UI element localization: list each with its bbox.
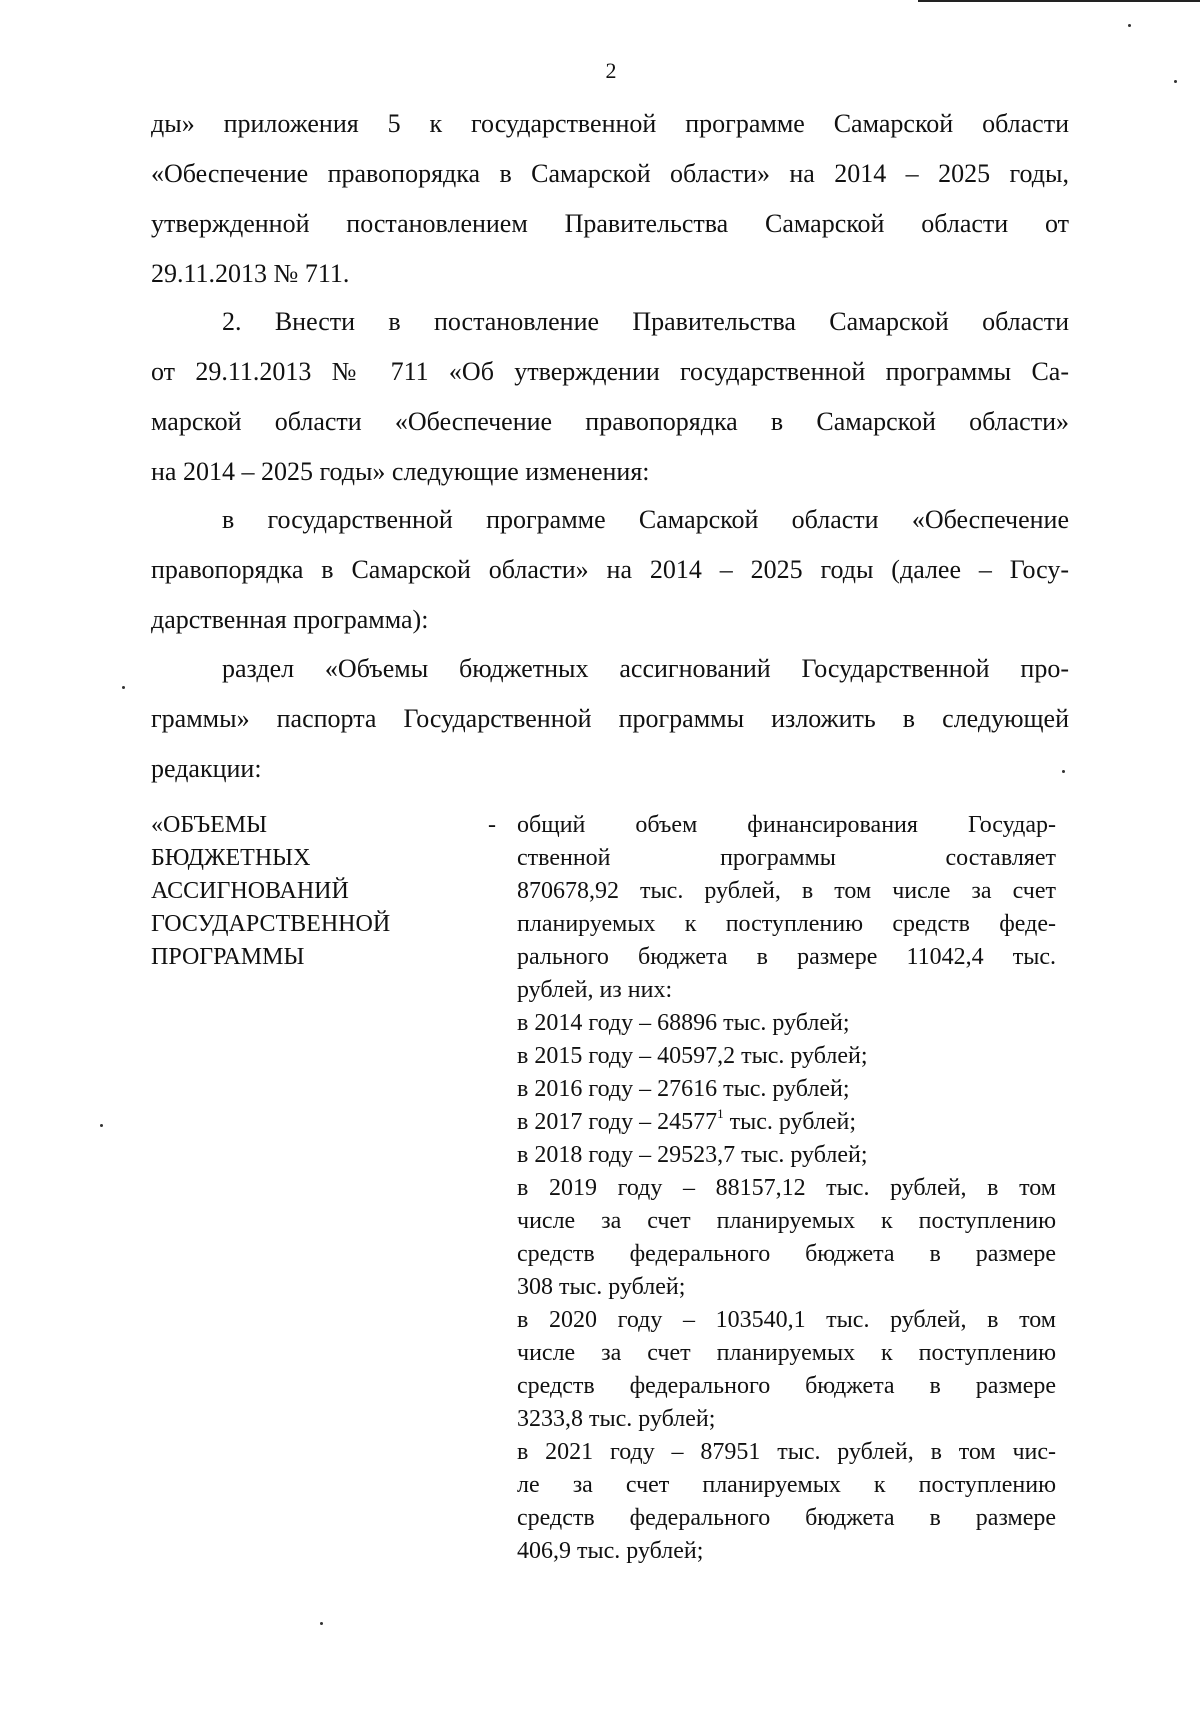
top-edge-rule (918, 0, 1200, 2)
value-line: рального бюджета в размере 11042,4 тыс. (517, 944, 1056, 970)
list-dash: - (488, 812, 496, 838)
value-line-2014: в 2014 году – 68896 тыс. рублей; (517, 1010, 850, 1036)
value-line-2021: в 2021 году – 87951 тыс. рублей, в том чис- (517, 1439, 1056, 1465)
value-line-2015: в 2015 году – 40597,2 тыс. рублей; (517, 1043, 868, 1069)
value-line-2018: в 2018 году – 29523,7 тыс. рублей; (517, 1142, 868, 1168)
text-line: граммы» паспорта Государственной программы изложить в следующей (151, 704, 1069, 733)
page-number: 2 (605, 58, 617, 83)
value-line: рублей, из них: (517, 977, 673, 1003)
paragraph-item-2 (151, 297, 1069, 497)
label-line: «ОБЪЕМЫ (151, 812, 268, 838)
value-line: средств федерального бюджета в размере (517, 1505, 1056, 1531)
text-line: раздел «Объемы бюджетных ассигнований Государственной про- (222, 654, 1069, 683)
text-line: правопорядка в Самарской области» на 2014 – 2025 годы (далее – Госу- (151, 555, 1069, 584)
value-line: ле за счет планируемых к поступлению (517, 1472, 1056, 1498)
text-line: 29.11.2013 № 711. (151, 259, 350, 288)
value-line: числе за счет планируемых к поступлению (517, 1208, 1056, 1234)
scan-speck (1128, 24, 1131, 27)
label-line: БЮДЖЕТНЫХ (151, 845, 311, 871)
label-line: ГОСУДАРСТВЕННОЙ (151, 911, 391, 937)
label-line: АССИГНОВАНИЙ (151, 878, 349, 904)
scan-speck (122, 686, 125, 689)
value-2017-text: в 2017 году – 24577 (517, 1109, 718, 1135)
label-line: ПРОГРАММЫ (151, 944, 305, 970)
paragraph-section-edit (151, 644, 1069, 794)
value-line: числе за счет планируемых к поступлению (517, 1340, 1056, 1366)
value-line: средств федерального бюджета в размере (517, 1241, 1056, 1267)
text-line: дарственная программа): (151, 605, 429, 634)
value-line-2020: в 2020 году – 103540,1 тыс. рублей, в том (517, 1307, 1056, 1333)
value-line-2019: в 2019 году – 88157,12 тыс. рублей, в том (517, 1175, 1056, 1201)
scan-speck (100, 1124, 103, 1127)
value-line: 870678,92 тыс. рублей, в том числе за счет (517, 878, 1056, 904)
value-line: 3233,8 тыс. рублей; (517, 1406, 716, 1432)
section-value (517, 809, 1056, 1568)
value-line: средств федерального бюджета в размере (517, 1373, 1056, 1399)
value-line: 406,9 тыс. рублей; (517, 1538, 704, 1564)
scan-speck (320, 1622, 323, 1625)
section-label (151, 809, 451, 974)
value-line: 308 тыс. рублей; (517, 1274, 686, 1300)
value-line: ственной программы составляет (517, 845, 1056, 871)
text-line: ды» приложения 5 к государственной программе Самарской области (151, 109, 1069, 138)
text-line: 2. Внести в постановление Правительства Самарской области (222, 307, 1069, 336)
value-2017-unit: тыс. рублей; (723, 1109, 856, 1135)
text-line: «Обеспечение правопорядка в Самарской области» на 2014 – 2025 годы, (151, 159, 1069, 188)
text-line: марской области «Обеспечение правопорядка в Самарской области» (151, 407, 1069, 436)
paragraph-amendment (151, 495, 1069, 645)
value-line: планируемых к поступлению средств феде- (517, 911, 1056, 937)
text-line: от 29.11.2013 № 711 «Об утверждении государственной программы Са- (151, 357, 1069, 386)
value-line-2017 (517, 1106, 1056, 1139)
text-line: в государственной программе Самарской области «Обеспечение (222, 505, 1069, 534)
value-line: общий объем финансирования Государ- (517, 812, 1056, 838)
paragraph-continuation (151, 99, 1069, 299)
text-line: утвержденной постановлением Правительства Самарской области от (151, 209, 1069, 238)
value-line-2016: в 2016 году – 27616 тыс. рублей; (517, 1076, 850, 1102)
text-line: редакции: (151, 754, 262, 783)
text-line: на 2014 – 2025 годы» следующие изменения: (151, 457, 650, 486)
footnote-marker: 1 (717, 1106, 724, 1121)
